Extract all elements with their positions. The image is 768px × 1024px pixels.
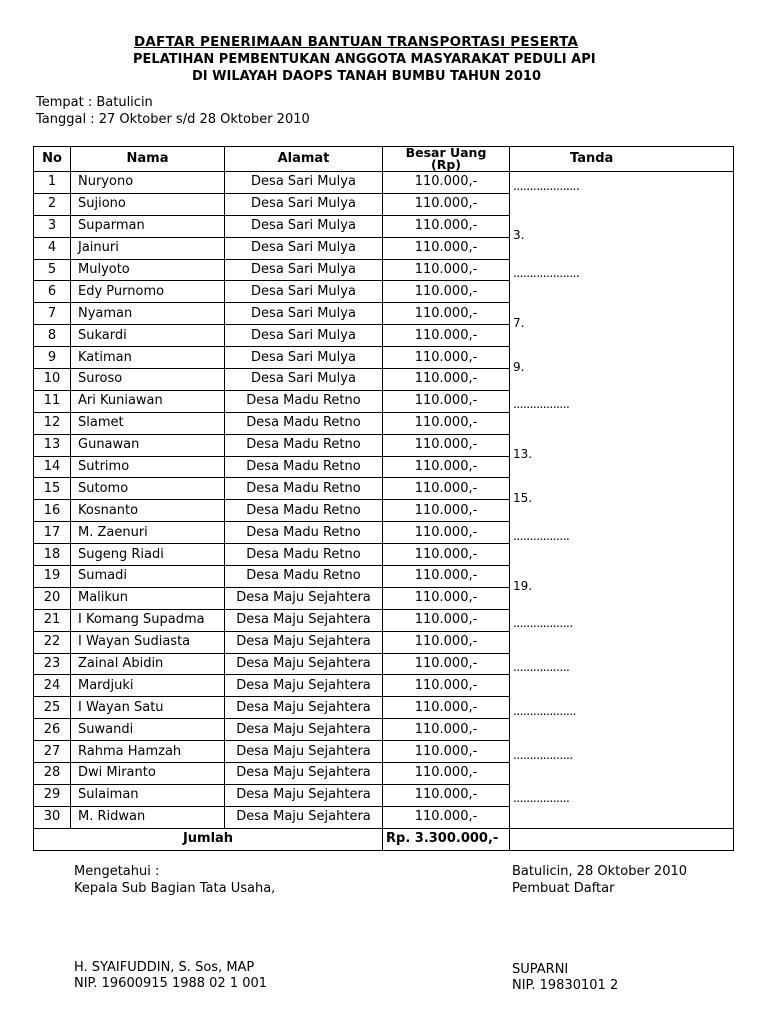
signature-line: .................: [513, 528, 570, 543]
table-row: [34, 172, 734, 194]
recipient-address: Desa Madu Retno: [225, 566, 383, 588]
amount: 110.000,-: [383, 609, 510, 631]
row-number: 16: [34, 500, 71, 522]
amount: 110.000,-: [383, 303, 510, 325]
recipient-name: Suwandi: [71, 719, 225, 741]
document-subtitle-2: DI WILAYAH DAOPS TANAH BUMBU TAHUN 2010: [192, 69, 541, 84]
row-number: 2: [34, 193, 71, 215]
row-number: 9: [34, 347, 71, 369]
row-number: 14: [34, 456, 71, 478]
amount: 110.000,-: [383, 500, 510, 522]
signature-cell: [510, 172, 734, 216]
row-number: 5: [34, 259, 71, 281]
amount: 110.000,-: [383, 544, 510, 566]
table-row: [34, 566, 734, 588]
table-header-row: [34, 147, 734, 172]
row-number: 12: [34, 412, 71, 434]
signature-cell: [510, 784, 734, 828]
preparer-name: SUPARNI: [512, 962, 569, 977]
total-label: Jumlah: [34, 828, 383, 850]
amount: 110.000,-: [383, 741, 510, 763]
recipient-address: Desa Maju Sejahtera: [225, 697, 383, 719]
signature-cell: [510, 566, 734, 610]
signature-cell: [510, 522, 734, 566]
recipient-name: Sumadi: [71, 566, 225, 588]
signature-line: .................: [513, 397, 570, 412]
table-row: [34, 259, 734, 281]
amount: 110.000,-: [383, 653, 510, 675]
recipient-address: Desa Madu Retno: [225, 500, 383, 522]
row-number: 3: [34, 215, 71, 237]
amount: 110.000,-: [383, 478, 510, 500]
signature-cell: [510, 697, 734, 741]
recipient-name: Kosnanto: [71, 500, 225, 522]
amount: 110.000,-: [383, 719, 510, 741]
signature-number: 7.: [513, 315, 525, 330]
header-besar-uang-line-2: (Rp): [431, 157, 461, 172]
amount: 110.000,-: [383, 390, 510, 412]
total-sign-cell: [510, 828, 734, 850]
recipient-name: Jainuri: [71, 237, 225, 259]
row-number: 8: [34, 325, 71, 347]
recipient-name: Nyaman: [71, 303, 225, 325]
row-number: 15: [34, 478, 71, 500]
recipient-name: M. Ridwan: [71, 806, 225, 828]
recipient-name: Suroso: [71, 369, 225, 391]
signature-cell: [510, 653, 734, 697]
acknowledger-position: Kepala Sub Bagian Tata Usaha,: [74, 881, 276, 896]
row-number: 18: [34, 544, 71, 566]
recipient-address: Desa Madu Retno: [225, 390, 383, 412]
row-number: 6: [34, 281, 71, 303]
signature-number: 19.: [513, 578, 533, 593]
amount: 110.000,-: [383, 806, 510, 828]
recipient-address: Desa Maju Sejahtera: [225, 784, 383, 806]
table-row: [34, 215, 734, 237]
recipient-address: Desa Madu Retno: [225, 544, 383, 566]
table-row: [34, 653, 734, 675]
row-number: 30: [34, 806, 71, 828]
document-subtitle-1: PELATIHAN PEMBENTUKAN ANGGOTA MASYARAKAT PEDULI API: [133, 52, 596, 67]
recipient-name: Ari Kuniawan: [71, 390, 225, 412]
recipient-name: Sukardi: [71, 325, 225, 347]
recipient-address: Desa Maju Sejahtera: [225, 741, 383, 763]
table-row: [34, 390, 734, 412]
recipient-name: Malikun: [71, 587, 225, 609]
recipient-address: Desa Maju Sejahtera: [225, 587, 383, 609]
recipient-address: Desa Maju Sejahtera: [225, 719, 383, 741]
amount: 110.000,-: [383, 522, 510, 544]
place-date-signed: Batulicin, 28 Oktober 2010: [512, 864, 688, 879]
recipient-name: I Wayan Sudiasta: [71, 631, 225, 653]
recipient-name: Sujiono: [71, 193, 225, 215]
recipient-name: Sugeng Riadi: [71, 544, 225, 566]
signature-cell: [510, 390, 734, 434]
header-besar-uang: [383, 147, 510, 172]
amount: 110.000,-: [383, 675, 510, 697]
signature-line: .................: [513, 660, 570, 675]
signature-cell: [510, 609, 734, 653]
amount: 110.000,-: [383, 412, 510, 434]
recipient-address: Desa Maju Sejahtera: [225, 631, 383, 653]
signature-line: ....................: [513, 179, 580, 193]
document-title: DAFTAR PENERIMAAN BANTUAN TRANSPORTASI PESERTA: [134, 34, 579, 50]
amount: 110.000,-: [383, 784, 510, 806]
recipient-table: [33, 146, 734, 851]
recipient-address: Desa Sari Mulya: [225, 259, 383, 281]
recipient-name: Suparman: [71, 215, 225, 237]
signature-line: ...................: [513, 703, 576, 718]
row-number: 23: [34, 653, 71, 675]
table-row: [34, 522, 734, 544]
row-number: 17: [34, 522, 71, 544]
row-number: 24: [34, 675, 71, 697]
recipient-address: Desa Sari Mulya: [225, 237, 383, 259]
recipient-address: Desa Madu Retno: [225, 434, 383, 456]
row-number: 4: [34, 237, 71, 259]
header-besar-uang-line-1: Besar Uang: [405, 145, 487, 160]
recipient-name: I Wayan Satu: [71, 697, 225, 719]
recipient-address: Desa Sari Mulya: [225, 325, 383, 347]
signature-number: 13.: [513, 447, 533, 462]
recipient-name: Sutrimo: [71, 456, 225, 478]
recipient-address: Desa Maju Sejahtera: [225, 763, 383, 785]
amount: 110.000,-: [383, 434, 510, 456]
recipient-address: Desa Sari Mulya: [225, 303, 383, 325]
amount: 110.000,-: [383, 587, 510, 609]
recipient-name: Mardjuki: [71, 675, 225, 697]
recipient-address: Desa Maju Sejahtera: [225, 675, 383, 697]
row-number: 29: [34, 784, 71, 806]
table-row: [34, 741, 734, 763]
recipient-address: Desa Sari Mulya: [225, 347, 383, 369]
recipient-name: Edy Purnomo: [71, 281, 225, 303]
row-number: 27: [34, 741, 71, 763]
signature-number: 3.: [513, 228, 525, 243]
header-no: No: [34, 147, 71, 172]
recipient-address: Desa Sari Mulya: [225, 215, 383, 237]
row-number: 25: [34, 697, 71, 719]
total-row: [34, 828, 734, 850]
amount: 110.000,-: [383, 193, 510, 215]
recipient-address: Desa Madu Retno: [225, 522, 383, 544]
header-tanda-tangan: Tanda: [510, 147, 734, 172]
amount: 110.000,-: [383, 763, 510, 785]
recipient-address: Desa Maju Sejahtera: [225, 806, 383, 828]
row-number: 7: [34, 303, 71, 325]
signature-cell: [510, 478, 734, 522]
date-line: Tanggal : 27 Oktober s/d 28 Oktober 2010: [36, 112, 310, 127]
total-amount: Rp. 3.300.000,-: [383, 828, 510, 850]
amount: 110.000,-: [383, 259, 510, 281]
signature-cell: [510, 259, 734, 303]
recipient-name: Mulyoto: [71, 259, 225, 281]
signature-cell: [510, 741, 734, 785]
recipient-address: Desa Sari Mulya: [225, 193, 383, 215]
signature-line: .................: [513, 791, 570, 806]
row-number: 1: [34, 172, 71, 194]
signature-number: 9.: [513, 359, 525, 374]
signature-line: ..................: [513, 616, 573, 631]
recipient-name: I Komang Supadma: [71, 609, 225, 631]
recipient-address: Desa Madu Retno: [225, 456, 383, 478]
recipient-address: Desa Sari Mulya: [225, 281, 383, 303]
recipient-address: Desa Maju Sejahtera: [225, 609, 383, 631]
signature-cell: [510, 434, 734, 478]
place-line: Tempat : Batulicin: [36, 95, 153, 110]
signature-cell: [510, 215, 734, 259]
preparer-nip: NIP. 19830101 2: [512, 978, 619, 993]
amount: 110.000,-: [383, 369, 510, 391]
signature-cell: [510, 303, 734, 347]
recipient-name: Katiman: [71, 347, 225, 369]
amount: 110.000,-: [383, 456, 510, 478]
preparer-label: Pembuat Daftar: [512, 881, 615, 896]
acknowledger-nip: NIP. 19600915 1988 02 1 001: [74, 976, 268, 991]
table-row: [34, 434, 734, 456]
row-number: 13: [34, 434, 71, 456]
recipient-name: Nuryono: [71, 172, 225, 194]
amount: 110.000,-: [383, 237, 510, 259]
amount: 110.000,-: [383, 215, 510, 237]
table-row: [34, 347, 734, 369]
recipient-name: Dwi Miranto: [71, 763, 225, 785]
header-alamat: Alamat: [225, 147, 383, 172]
signature-number: 15.: [513, 490, 533, 505]
amount: 110.000,-: [383, 566, 510, 588]
row-number: 10: [34, 369, 71, 391]
recipient-name: Sutomo: [71, 478, 225, 500]
recipient-name: Zainal Abidin: [71, 653, 225, 675]
amount: 110.000,-: [383, 172, 510, 194]
recipient-name: Rahma Hamzah: [71, 741, 225, 763]
recipient-name: Sulaiman: [71, 784, 225, 806]
row-number: 21: [34, 609, 71, 631]
recipient-address: Desa Madu Retno: [225, 478, 383, 500]
header-nama: Nama: [71, 147, 225, 172]
amount: 110.000,-: [383, 281, 510, 303]
amount: 110.000,-: [383, 347, 510, 369]
acknowledged-label: Mengetahui :: [74, 864, 160, 879]
recipient-address: Desa Sari Mulya: [225, 369, 383, 391]
acknowledger-name: H. SYAIFUDDIN, S. Sos, MAP: [74, 960, 255, 975]
row-number: 19: [34, 566, 71, 588]
amount: 110.000,-: [383, 325, 510, 347]
recipient-name: Slamet: [71, 412, 225, 434]
table-row: [34, 609, 734, 631]
row-number: 26: [34, 719, 71, 741]
row-number: 22: [34, 631, 71, 653]
amount: 110.000,-: [383, 631, 510, 653]
table-row: [34, 303, 734, 325]
amount: 110.000,-: [383, 697, 510, 719]
row-number: 20: [34, 587, 71, 609]
recipient-name: Gunawan: [71, 434, 225, 456]
recipient-address: Desa Sari Mulya: [225, 172, 383, 194]
recipient-address: Desa Madu Retno: [225, 412, 383, 434]
signature-cell: [510, 347, 734, 391]
table-row: [34, 697, 734, 719]
table-row: [34, 784, 734, 806]
row-number: 11: [34, 390, 71, 412]
table-row: [34, 478, 734, 500]
recipient-address: Desa Maju Sejahtera: [225, 653, 383, 675]
recipient-name: M. Zaenuri: [71, 522, 225, 544]
signature-line: ....................: [513, 266, 580, 281]
row-number: 28: [34, 763, 71, 785]
signature-line: ..................: [513, 747, 573, 762]
